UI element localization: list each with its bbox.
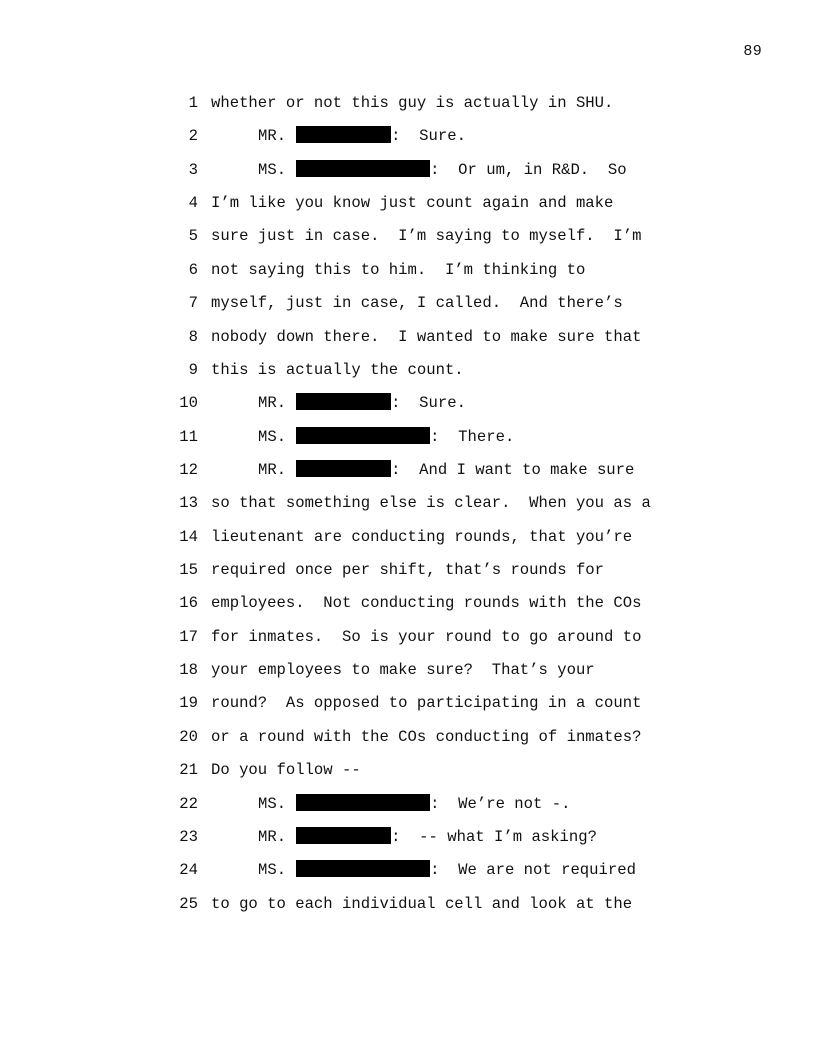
- transcript-line: [170, 487, 690, 520]
- speaker-line: [211, 854, 636, 887]
- transcript-line: [170, 888, 690, 921]
- speaker-title: MS.: [258, 794, 287, 813]
- transcript-line: [170, 87, 690, 120]
- line-number: 10: [179, 394, 198, 413]
- transcript-line: [170, 654, 690, 687]
- line-number: 5: [188, 227, 198, 246]
- speaker-title: MS.: [258, 861, 287, 880]
- transcript-line: [170, 421, 690, 454]
- transcript-line: [170, 821, 690, 854]
- speaker-text: : -- what I’m asking?: [391, 827, 597, 846]
- transcript-body: [170, 87, 690, 921]
- transcript-line: [170, 754, 690, 787]
- speaker-title: MR.: [258, 127, 287, 146]
- transcript-line: [170, 287, 690, 320]
- line-number: 6: [188, 260, 198, 279]
- transcript-line: [170, 387, 690, 420]
- transcript-line: [170, 554, 690, 587]
- line-number: 14: [179, 527, 198, 546]
- line-text: required once per shift, that’s rounds for: [211, 561, 605, 580]
- transcript-line: [170, 621, 690, 654]
- transcript-line: [170, 354, 690, 387]
- speaker-title: MS.: [258, 160, 287, 179]
- line-text: whether or not this guy is actually in SHU.: [211, 94, 614, 112]
- speaker-title: MR.: [258, 394, 287, 413]
- line-number: 3: [188, 160, 198, 179]
- transcript-line: [170, 454, 690, 487]
- transcript-line: [170, 254, 690, 287]
- speaker-text: : There.: [430, 427, 515, 446]
- transcript-line: [170, 220, 690, 253]
- line-number: 8: [188, 327, 198, 346]
- line-number: 15: [179, 561, 198, 580]
- redacted-name-block: [296, 160, 430, 177]
- redacted-name-block: [296, 794, 430, 811]
- redacted-name-block: [296, 827, 391, 844]
- speaker-text: : We are not required: [430, 861, 636, 880]
- transcript-line: [170, 587, 690, 620]
- line-text: for inmates. So is your round to go around to: [211, 627, 642, 646]
- redacted-name-block: [296, 393, 391, 410]
- redacted-name-block: [296, 460, 391, 477]
- speaker-line: [211, 454, 634, 487]
- speaker-line: [211, 421, 514, 454]
- line-number: 9: [188, 360, 198, 379]
- speaker-line: [211, 821, 597, 854]
- line-text: I’m like you know just count again and make: [211, 194, 614, 213]
- page-number: 89: [743, 43, 762, 60]
- line-text: not saying this to him. I’m thinking to: [211, 260, 586, 279]
- line-number: 13: [179, 494, 198, 513]
- speaker-text: : Or um, in R&D. So: [430, 160, 627, 179]
- transcript-line: [170, 788, 690, 821]
- line-text: nobody down there. I wanted to make sure that: [211, 327, 642, 346]
- line-number: 18: [179, 661, 198, 680]
- line-text: lieutenant are conducting rounds, that you’re: [211, 527, 633, 546]
- speaker-text: : Sure.: [391, 127, 466, 146]
- line-text: myself, just in case, I called. And there’s: [211, 294, 623, 313]
- line-number: 22: [179, 794, 198, 813]
- line-number: 4: [188, 194, 198, 213]
- transcript-line: [170, 854, 690, 887]
- line-number: 16: [179, 594, 198, 613]
- speaker-text: : And I want to make sure: [391, 460, 635, 479]
- line-text: so that something else is clear. When you as a: [211, 494, 651, 513]
- line-text: or a round with the COs conducting of inmates?: [211, 727, 642, 746]
- line-number: 20: [179, 727, 198, 746]
- line-text: sure just in case. I’m saying to myself. I’m: [211, 227, 642, 246]
- line-number: 19: [179, 694, 198, 713]
- line-text: this is actually the count.: [211, 360, 464, 379]
- line-text: to go to each individual cell and look at the: [211, 894, 633, 913]
- redacted-name-block: [296, 427, 430, 444]
- line-number: 7: [188, 294, 198, 313]
- speaker-line: [211, 788, 570, 821]
- transcript-line: [170, 321, 690, 354]
- transcript-line: [170, 521, 690, 554]
- line-number: 24: [179, 861, 198, 880]
- transcript-line: [170, 120, 690, 153]
- line-number: 2: [188, 127, 198, 146]
- speaker-title: MR.: [258, 827, 287, 846]
- speaker-text: : We’re not -.: [430, 794, 571, 813]
- line-number: 12: [179, 460, 198, 479]
- speaker-line: [211, 387, 466, 420]
- transcript-line: [170, 154, 690, 187]
- speaker-title: MS.: [258, 427, 287, 446]
- line-number: 21: [179, 761, 198, 780]
- speaker-title: MR.: [258, 460, 287, 479]
- line-number: 17: [179, 627, 198, 646]
- redacted-name-block: [296, 126, 391, 143]
- line-number: 11: [179, 427, 198, 446]
- line-text: Do you follow --: [211, 761, 361, 780]
- line-text: your employees to make sure? That’s your: [211, 661, 595, 680]
- speaker-text: : Sure.: [391, 394, 466, 413]
- redacted-name-block: [296, 860, 430, 877]
- speaker-line: [211, 120, 466, 153]
- line-text: round? As opposed to participating in a count: [211, 694, 642, 713]
- line-text: employees. Not conducting rounds with the COs: [211, 594, 642, 613]
- speaker-line: [211, 154, 627, 187]
- transcript-line: [170, 687, 690, 720]
- line-number: 1: [188, 94, 198, 112]
- transcript-line: [170, 187, 690, 220]
- line-number: 25: [179, 894, 198, 913]
- line-number: 23: [179, 827, 198, 846]
- transcript-line: [170, 721, 690, 754]
